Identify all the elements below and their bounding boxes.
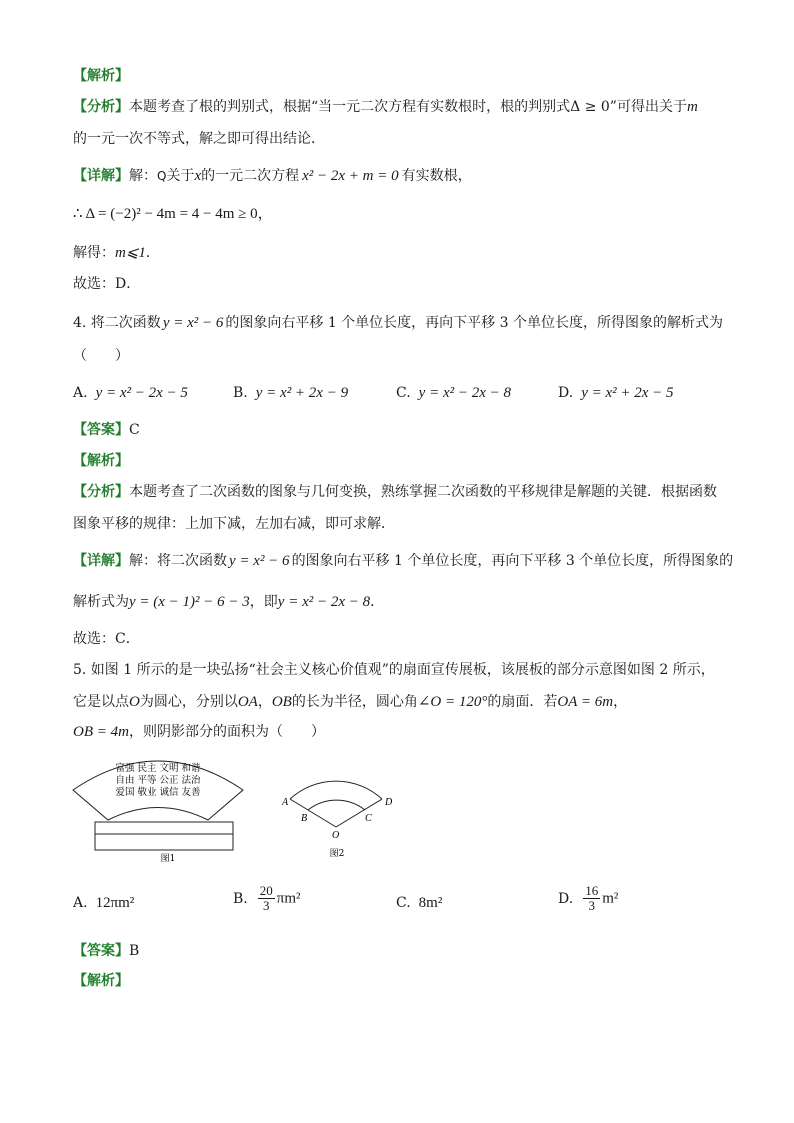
solve-line — [73, 243, 160, 263]
therefore-line — [73, 204, 273, 224]
label-c: C — [365, 813, 372, 824]
q4-result — [73, 592, 384, 612]
math-equation: y = x² + 2x − 9 — [255, 385, 349, 401]
option-label: B. — [233, 385, 248, 401]
option-label: D. — [558, 385, 574, 401]
fig1-row-1: 富强 民主 文明 和谐 — [115, 763, 201, 774]
text: 故选：D． — [73, 276, 141, 292]
q4-fenxi-2 — [73, 514, 395, 534]
math-equation: ∠O = 120° — [417, 694, 488, 710]
math-var: x — [194, 168, 202, 184]
text: 解：将二次函数 — [129, 553, 227, 569]
fig2-caption: 图2 — [329, 849, 345, 859]
math-equation: OA = 6m — [557, 694, 614, 710]
label-a: A — [282, 797, 289, 808]
text: ． — [370, 594, 385, 610]
fig1-row-2: 自由 平等 公正 法治 — [115, 775, 201, 786]
q5-answer — [73, 941, 139, 961]
text: 关于 — [166, 168, 195, 184]
xiangjie-tag: 【详解】 — [73, 168, 129, 184]
label-o: O — [332, 830, 340, 841]
q5-jiexi — [73, 971, 129, 991]
math-var: OA — [237, 694, 258, 710]
option-label: B. — [233, 890, 248, 907]
fig1-row-3: 爱国 敬业 诚信 友善 — [115, 787, 201, 798]
option-label: C. — [396, 895, 411, 911]
jiexi-heading — [73, 66, 129, 86]
fenxi-text: 本题考查了根的判别式，根据“当一元二次方程有实数根时，根的判别式Δ ≥ 0”可得出关于 — [129, 99, 687, 115]
choose-line — [73, 274, 140, 294]
fraction-numerator: 16 — [585, 883, 599, 898]
q5-option-b — [233, 884, 301, 913]
q5-stem-3 — [73, 722, 325, 742]
fenxi-line-2 — [73, 129, 325, 149]
q5-stem-1 — [73, 660, 715, 680]
q4-option-b — [233, 383, 348, 403]
text: 故选：C． — [73, 631, 140, 647]
math-equation: y = x² − 6 — [229, 553, 290, 569]
jiexi-tag: 【解析】 — [73, 68, 129, 84]
math-var: m — [686, 99, 698, 115]
text: 本题考查了二次函数的图象与几何变换，熟练掌握二次函数的平移规律是解题的关键．根据函数 — [129, 484, 717, 500]
math-var: O — [129, 694, 140, 710]
text: 解析式为 — [73, 594, 129, 610]
q4-fenxi-1 — [73, 482, 717, 502]
fenxi-text: 的一元一次不等式，解之即可得出结论． — [73, 131, 325, 147]
q5-option-a — [73, 893, 134, 913]
text: 的扇面．若 — [487, 694, 558, 710]
label-b: B — [301, 813, 308, 824]
since-glyph: Q — [157, 169, 167, 183]
option-value: 12πm² — [95, 895, 135, 911]
option-value: πm² — [276, 890, 301, 907]
q4-choose — [73, 629, 140, 649]
fraction-denominator: 3 — [263, 898, 270, 913]
q4-option-d — [558, 383, 674, 403]
q4-option-a — [73, 383, 188, 403]
option-value: m² — [602, 890, 619, 907]
math-equation: y = x² − 6 — [162, 315, 224, 331]
text: 的一元二次方程 — [201, 168, 300, 184]
option-value: 8m² — [418, 895, 443, 911]
text: ，即 — [249, 594, 278, 610]
text: 解得： — [73, 245, 115, 261]
figure-1-fan-board — [68, 750, 248, 865]
math-equation: y = x² − 2x − 8 — [418, 385, 512, 401]
text: ，则阴影部分的面积为（ ） — [128, 724, 325, 740]
daan-tag: 【答案】 — [73, 422, 129, 438]
text: 图象平移的规律：上加下减，左加右减，即可求解． — [73, 516, 395, 532]
text: 5. 如图 1 所示的是一块弘扬“社会主义核心价值观”的扇面宣传展板，该展板的部分示意图如图 2 所示， — [73, 662, 715, 678]
math-equation: m⩽1 — [115, 245, 146, 261]
math-equation: OB = 4m — [73, 724, 129, 740]
text: 的图象向右平移 1 个单位长度，再向下平移 3 个单位长度，所得图象的 — [291, 553, 734, 569]
fraction-numerator: 20 — [259, 883, 273, 898]
text: ， — [257, 694, 272, 710]
text: 的长为半径，圆心角 — [291, 694, 418, 710]
label-d: D — [385, 797, 393, 808]
q4-xiangjie — [73, 551, 733, 571]
math-equation: y = x² − 2x − 8 — [277, 594, 371, 610]
math-equation: y = x² − 2x − 5 — [95, 385, 188, 401]
math-equation: y = x² + 2x − 5 — [581, 385, 674, 401]
text: 为圆心，分别以 — [139, 694, 238, 710]
fenxi-tag: 【分析】 — [73, 99, 129, 115]
text: 的图象向右平移 1 个单位长度，再向下平移 3 个单位长度，所得图象的解析式为 — [225, 315, 723, 331]
fenxi-tag: 【分析】 — [73, 484, 129, 500]
answer-value: B — [129, 943, 140, 959]
jiexi-tag: 【解析】 — [73, 973, 129, 989]
option-label: C. — [396, 385, 411, 401]
option-label: A. — [73, 895, 88, 911]
fig1-caption: 图1 — [160, 854, 176, 864]
text: 有实数根， — [401, 168, 472, 184]
q4-stem — [73, 313, 723, 333]
q4-paren — [73, 346, 129, 366]
answer-value: C — [129, 422, 140, 438]
math-equation: y = (x − 1)² − 6 − 3 — [129, 594, 250, 610]
jiexi-tag: 【解析】 — [73, 453, 129, 469]
text: 4. 将二次函数 — [73, 315, 161, 331]
math-var: OB — [271, 694, 292, 710]
fraction — [583, 884, 600, 913]
text: ， — [613, 694, 628, 710]
xiangjie-tag: 【详解】 — [73, 553, 129, 569]
math-equation: x² − 2x + m = 0 — [302, 168, 399, 184]
fraction-denominator: 3 — [588, 898, 595, 913]
text: （ ） — [73, 348, 129, 364]
daan-tag: 【答案】 — [73, 943, 129, 959]
option-label: A. — [73, 385, 88, 401]
text: 解： — [129, 168, 157, 184]
fenxi-line-1 — [73, 97, 698, 117]
figure-2-sector-diagram — [278, 763, 398, 863]
q5-stem-2 — [73, 692, 627, 712]
q4-jiexi — [73, 451, 129, 471]
xiangjie-line — [73, 166, 472, 186]
q5-option-c — [396, 893, 442, 913]
q4-answer — [73, 420, 140, 440]
q5-option-d — [558, 884, 618, 913]
fraction — [258, 884, 275, 913]
q4-option-c — [396, 383, 511, 403]
text: ． — [145, 245, 160, 261]
math-equation: ∴ Δ = (−2)² − 4m = 4 − 4m ≥ 0， — [73, 206, 273, 222]
text: 它是以点 — [73, 694, 129, 710]
option-label: D. — [558, 890, 574, 907]
